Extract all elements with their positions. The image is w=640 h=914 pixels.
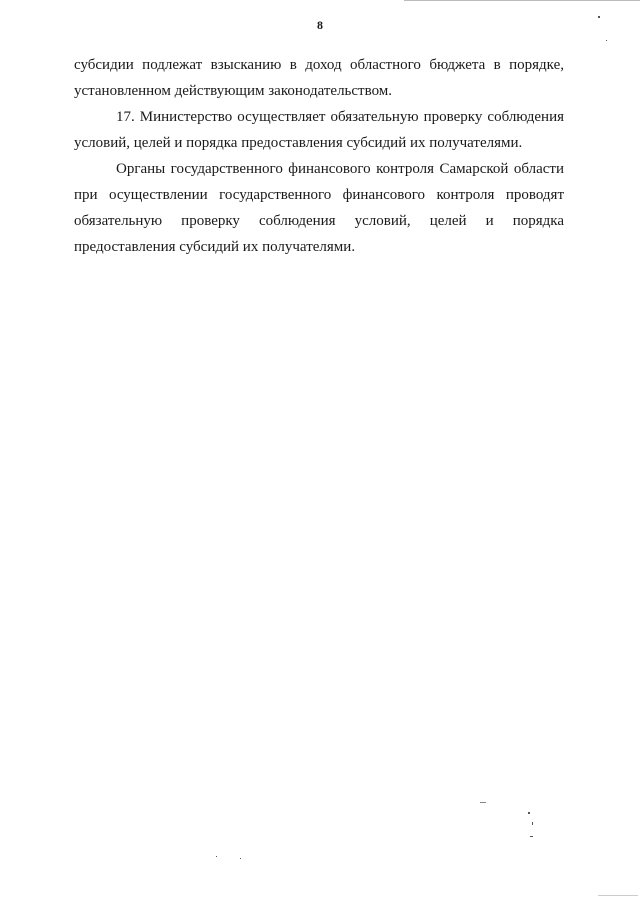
text-line: Органы государственного финансового контроля Самарской области bbox=[116, 161, 564, 177]
scan-artifact bbox=[404, 0, 640, 1]
scan-artifact bbox=[216, 856, 217, 857]
text-line: условий, целей и порядка предоставления субсидий их получателями. bbox=[74, 135, 523, 151]
text-line: при осуществлении государственного финансового контроля проводят bbox=[74, 187, 564, 203]
scan-artifact bbox=[532, 822, 533, 825]
scan-artifact bbox=[240, 858, 241, 859]
text-line: субсидии подлежат взысканию в доход областного бюджета в порядке, bbox=[74, 57, 564, 73]
text-line: установленном действующим законодательством. bbox=[74, 83, 393, 99]
page-number: 8 bbox=[317, 18, 323, 32]
text-line: обязательную проверку соблюдения условий, целей и порядка bbox=[74, 213, 564, 229]
text-line: предоставления субсидий их получателями. bbox=[74, 239, 356, 255]
scan-artifact bbox=[606, 40, 607, 41]
scan-artifact bbox=[598, 895, 638, 896]
scan-artifact bbox=[598, 16, 600, 18]
scan-artifact bbox=[528, 812, 530, 814]
text-line: 17. Министерство осуществляет обязательную проверку соблюдения bbox=[116, 109, 564, 125]
scan-artifact bbox=[530, 836, 533, 837]
scan-artifact bbox=[480, 802, 486, 803]
